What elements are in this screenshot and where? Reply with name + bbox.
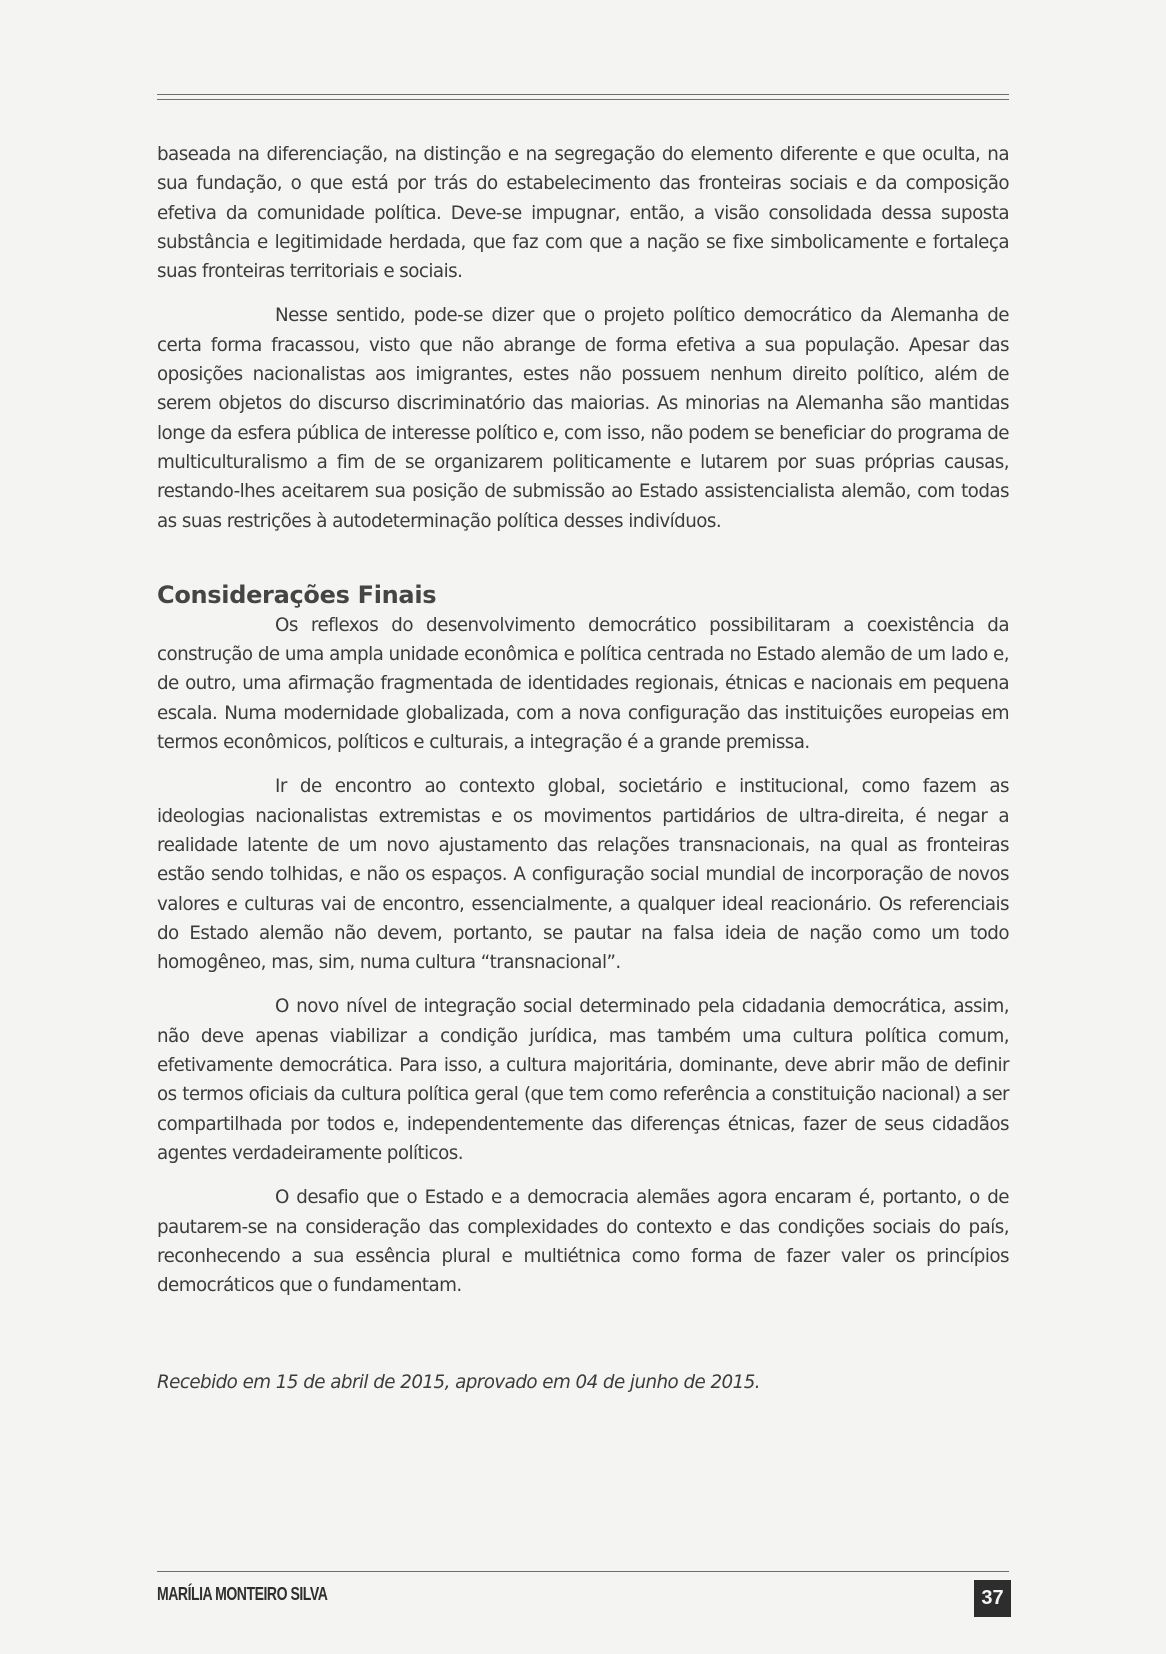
article-body bbox=[157, 140, 1009, 1315]
header-rule-top bbox=[157, 94, 1009, 95]
footer-author: MARÍLIA MONTEIRO SILVA bbox=[157, 1584, 328, 1604]
paragraph-continuation: baseada na diferenciação, na distinção e na segregação do elemento diferente e que oculta, na sua fundação, o que está por trás do estabelecimento das fronteiras sociais e da composição efetiva da comunidade política. Deve-se impugnar, então, a visão consolidada dessa suposta substância e legitimidade herdada, que faz com que a nação se fixe simbolicamente e fortaleça suas fronteiras territoriais e sociais. bbox=[157, 144, 1009, 283]
paragraph: Os reflexos do desenvolvimento democrático possibilitaram a coexistência da construção de uma ampla unidade econômica e política centrada no Estado alemão de um lado e, de outro, uma afirmação fragmentada de identidades regionais, étnicas e nacionais em pequena escala. Numa modernidade globalizada, com a nova configuração das instituições europeias em termos econômicos, políticos e culturais, a integração é a grande premissa. bbox=[157, 614, 1009, 754]
footer-rule bbox=[157, 1571, 1009, 1572]
received-date-note: Recebido em 15 de abril de 2015, aprovado em 04 de junho de 2015. bbox=[157, 1372, 761, 1393]
page-number-badge: 37 bbox=[974, 1580, 1011, 1617]
paragraph: O desafio que o Estado e a democracia alemães agora encaram é, portanto, o de pautarem-se na consideração das complexidades do contexto e das condições sociais do país, reconhecendo a sua essência plural e multiétnica como forma de fazer valer os princípios democráticos que o fundamentam. bbox=[157, 1187, 1009, 1297]
paragraph: Ir de encontro ao contexto global, societário e institucional, como fazem as ideologias nacionalistas extremistas e os movimentos partidários de ultra-direita, é negar a realidade latente de um novo ajustamento das relações transnacionais, na qual as fronteiras estão sendo tolhidas, e não os espaços. A configuração social mundial de incorporação de novos valores e culturas vai de encontro, essencialmente, a qualquer ideal reacionário. Os referenciais do Estado alemão não devem, portanto, se pautar na falsa ideia de nação como um todo homogêneo, mas, sim, numa cultura “transnacional”. bbox=[157, 776, 1009, 974]
header-rule-bottom bbox=[157, 99, 1009, 100]
paragraph: O novo nível de integração social determinado pela cidadania democrática, assim, não deve apenas viabilizar a condição jurídica, mas também uma cultura política comum, efetivamente democrática. Para isso, a cultura majoritária, dominante, deve abrir mão de definir os termos oficiais da cultura política geral (que tem como referência a constituição nacional) a ser compartilhada por todos e, independentemente das diferenças étnicas, fazer de seus cidadãos agentes verdadeiramente políticos. bbox=[157, 996, 1009, 1164]
section-title: Considerações Finais bbox=[157, 580, 437, 609]
paragraph: Nesse sentido, pode-se dizer que o projeto político democrático da Alemanha de certa forma fracassou, visto que não abrange de forma efetiva a sua população. Apesar das oposições nacionalistas aos imigrantes, estes não possuem nenhum direito político, além de serem objetos do discurso discriminatório das maiorias. As minorias na Alemanha são mantidas longe da esfera pública de interesse político e, com isso, não podem se beneficiar do programa de multiculturalismo a fim de se organizarem politicamente e lutarem por suas próprias causas, restando-lhes aceitarem sua posição de submissão ao Estado assistencialista alemão, com todas as suas restrições à autodeterminação política desses indivíduos. bbox=[157, 305, 1009, 532]
